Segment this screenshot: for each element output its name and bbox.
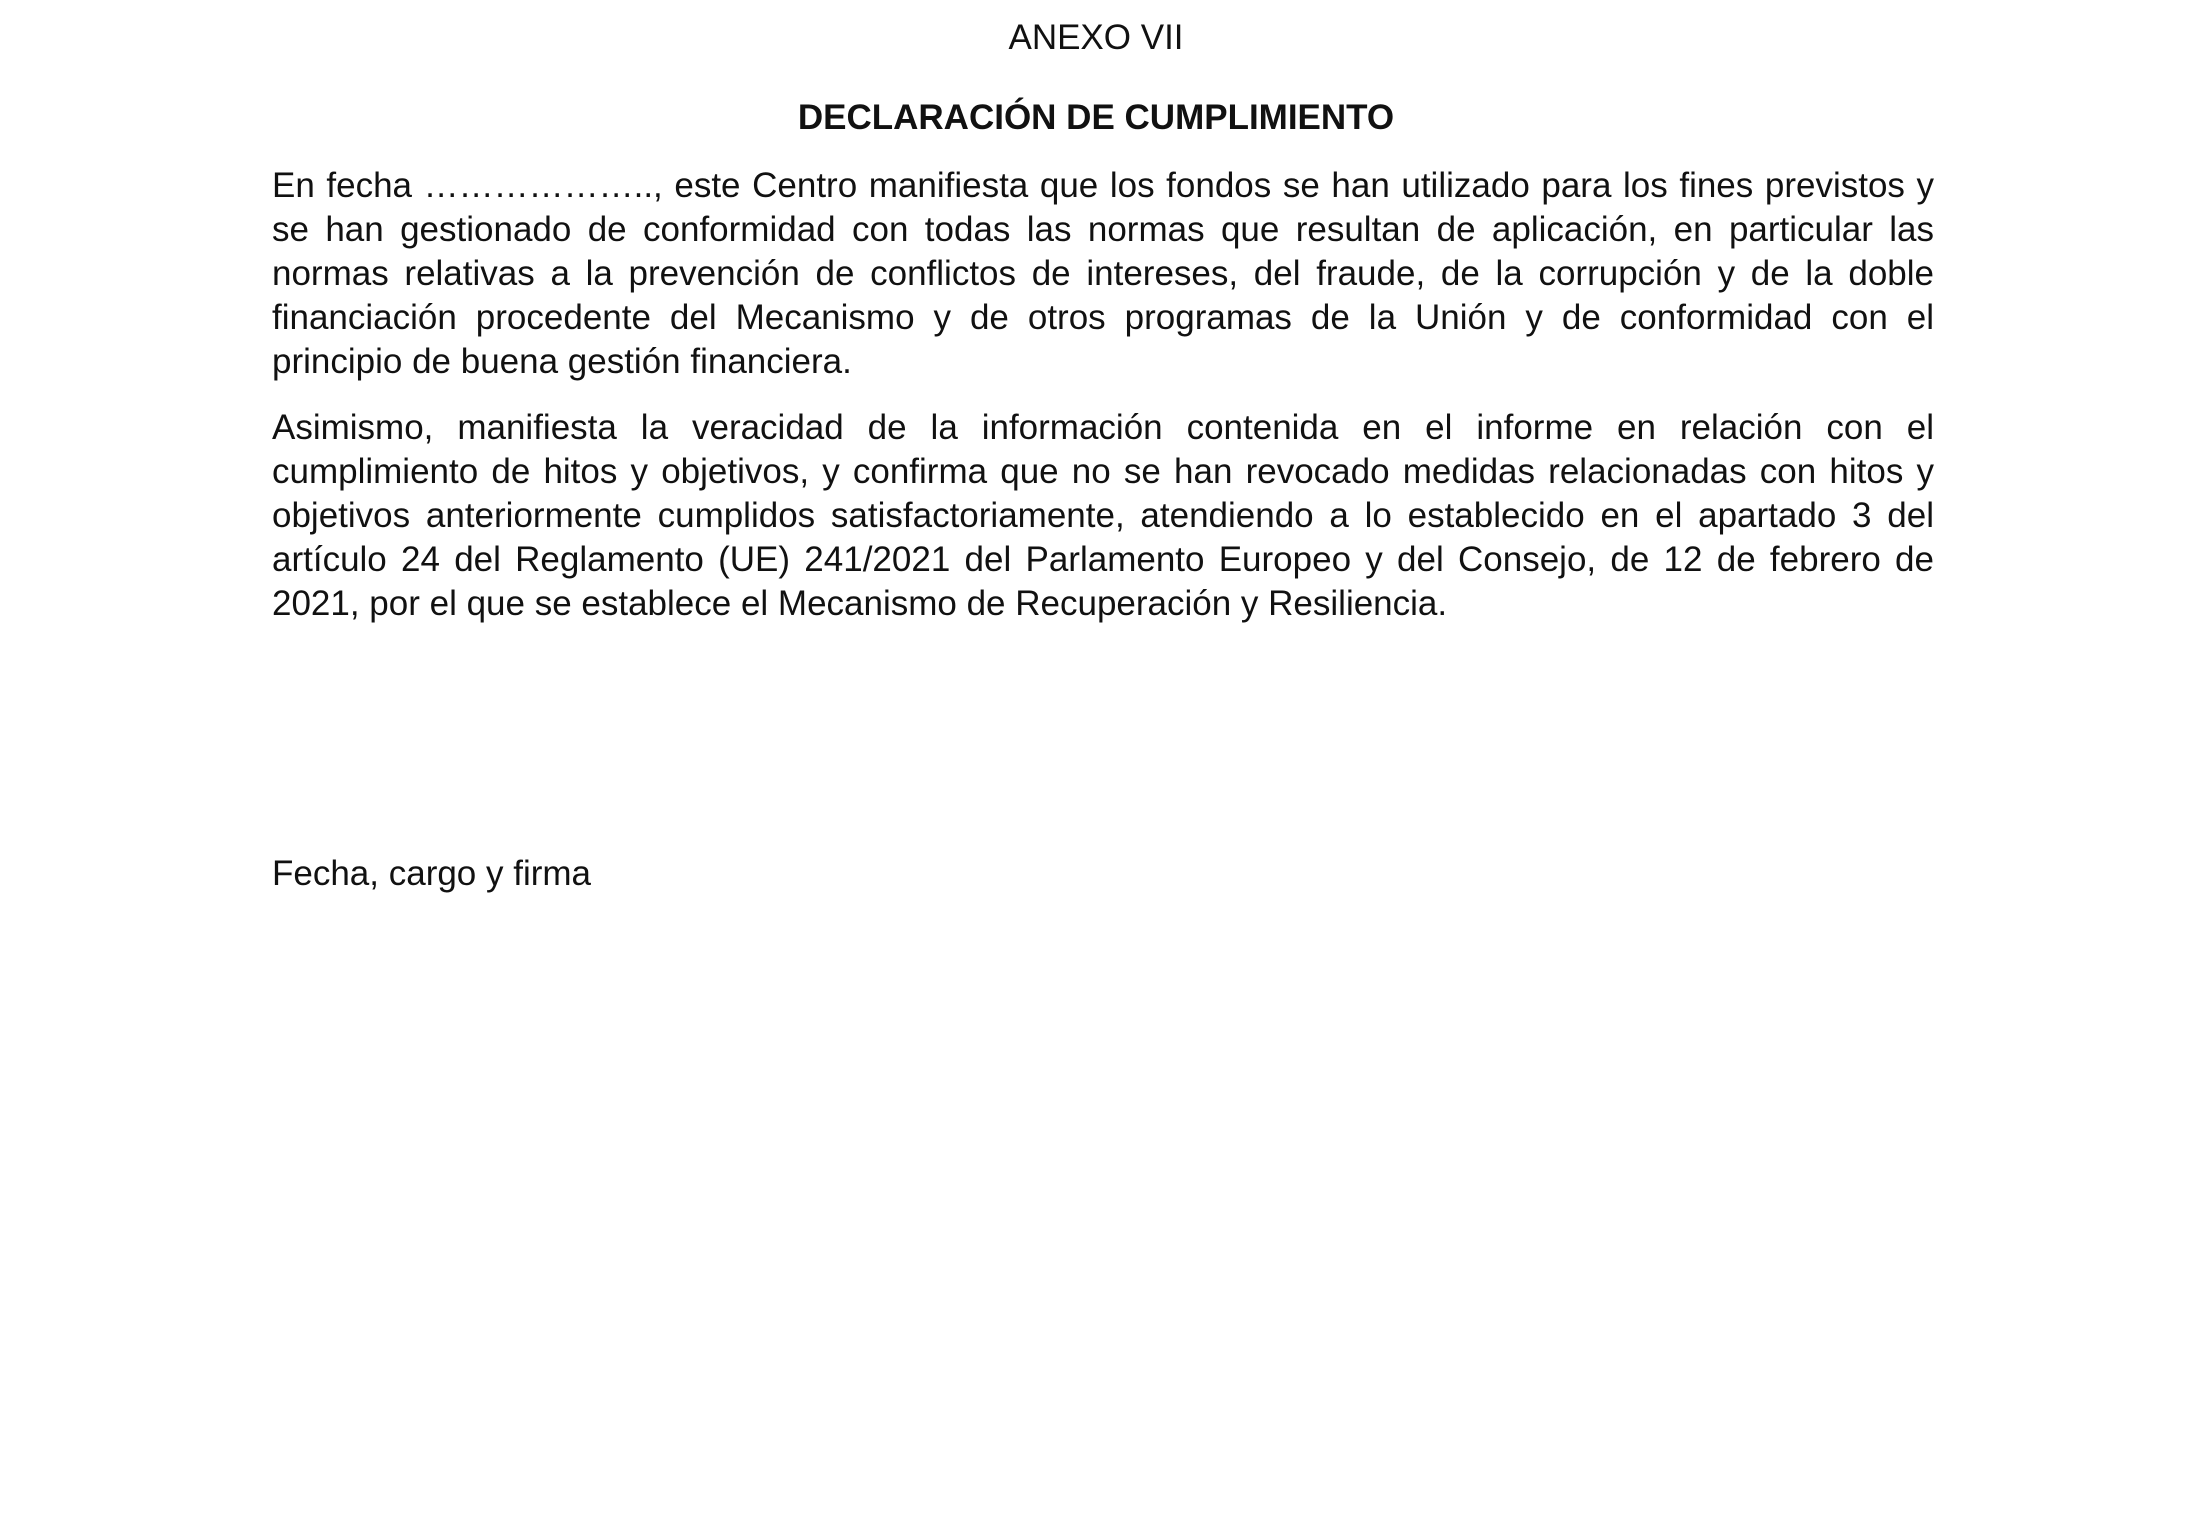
paragraph-declaration: En fecha ……………….., este Centro manifiesta que los fondos se han utilizado para los fines previstos y se han gestionado de conformidad con todas las normas que resultan de aplicación, en particular las normas relativas a la prevención de conflictos de intereses, del fraude, de la corrupción y de la doble financiación procedente del Mecanismo y de otros programas de la Unión y de conformidad con el principio de buena gestión financiera. xyxy=(272,166,1934,381)
paragraph-compliance: Asimismo, manifiesta la veracidad de la información contenida en el informe en relación con el cumplimiento de hitos y objetivos, y confirma que no se han revocado medidas relacionadas con hitos y objetivos anteriormente cumplidos satisfactoriamente, atendiendo a lo establecido en el apartado 3 del artículo 24 del Reglamento (UE) 241/2021 del Parlamento Europeo y del Consejo, de 12 de febrero de 2021, por el que se establece el Mecanismo de Recuperación y Resiliencia. xyxy=(272,408,1934,623)
document-title: DECLARACIÓN DE CUMPLIMIENTO xyxy=(797,98,1395,137)
signature-line: Fecha, cargo y firma xyxy=(272,854,591,893)
annex-heading: ANEXO VII xyxy=(1008,18,1184,57)
